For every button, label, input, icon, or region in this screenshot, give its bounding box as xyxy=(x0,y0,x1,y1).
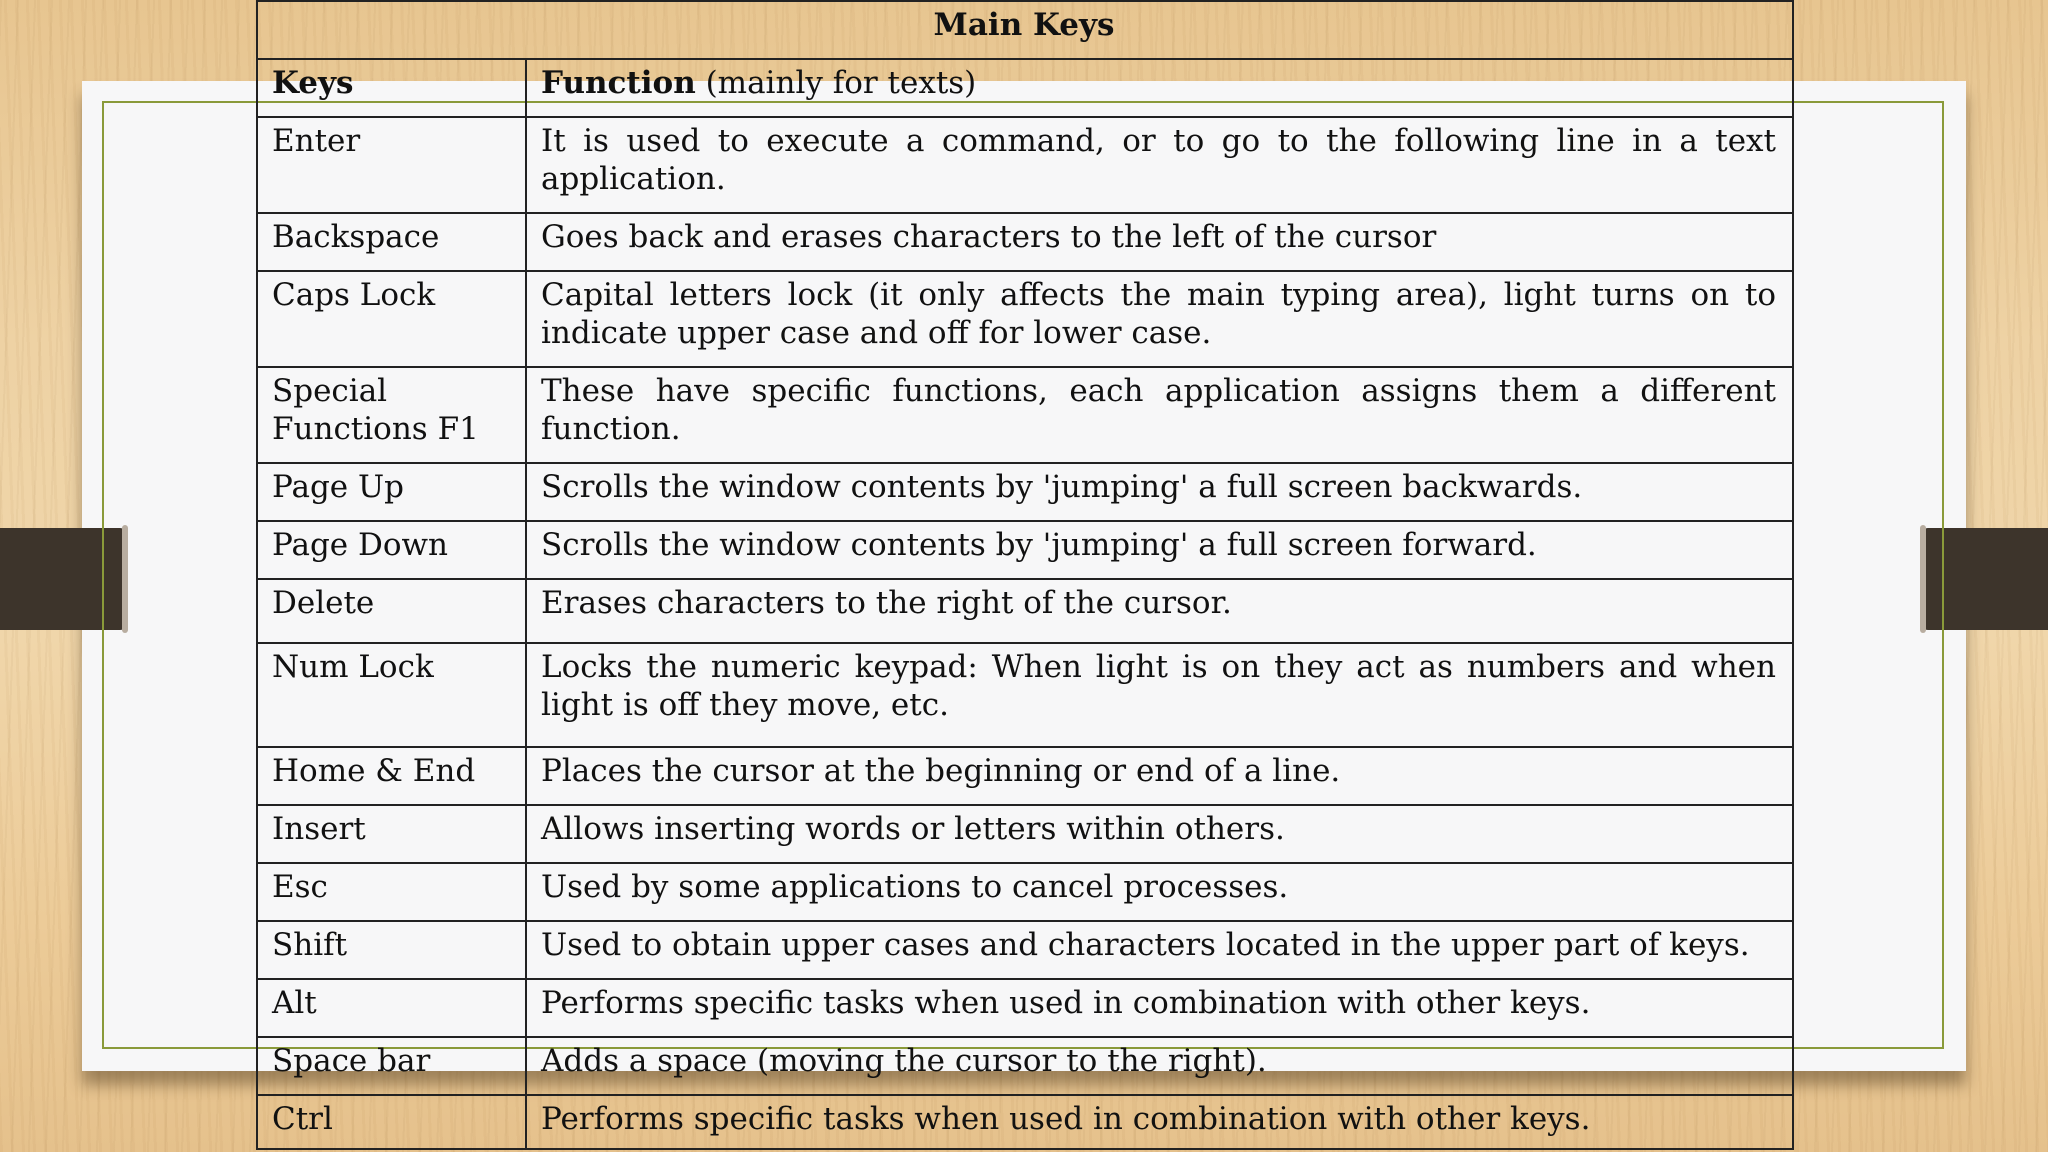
key-cell: Caps Lock xyxy=(257,271,526,367)
function-cell: Erases characters to the right of the cursor. xyxy=(526,579,1793,643)
header-keys xyxy=(257,59,526,117)
binder-clip-left xyxy=(0,528,126,630)
binder-clip-edge-right xyxy=(1920,525,1926,633)
table-row xyxy=(257,863,1793,921)
header-function-label: Function xyxy=(541,65,696,101)
table-row xyxy=(257,921,1793,979)
binder-clip-right xyxy=(1922,528,2048,630)
table-row xyxy=(257,1037,1793,1095)
table-row xyxy=(257,979,1793,1037)
header-keys-label: Keys xyxy=(272,65,354,101)
key-cell: Special Functions F1 xyxy=(257,367,526,463)
function-cell: Scrolls the window contents by 'jumping' a full screen backwards. xyxy=(526,463,1793,521)
function-cell: Capital letters lock (it only affects the main typing area), light turns on to indicate upper case and off for lower case. xyxy=(526,271,1793,367)
table-title-row xyxy=(257,1,1793,59)
function-cell: Performs specific tasks when used in combination with other keys. xyxy=(526,1095,1793,1149)
key-cell: Insert xyxy=(257,805,526,863)
function-cell: Locks the numeric keypad: When light is on they act as numbers and when light is off they move, etc. xyxy=(526,643,1793,747)
key-cell: Enter xyxy=(257,117,526,213)
key-cell: Num Lock xyxy=(257,643,526,747)
table-title: Main Keys xyxy=(257,1,1793,59)
key-cell: Esc xyxy=(257,863,526,921)
function-cell: Adds a space (moving the cursor to the right). xyxy=(526,1037,1793,1095)
function-cell: It is used to execute a command, or to go to the following line in a text application. xyxy=(526,117,1793,213)
key-cell: Ctrl xyxy=(257,1095,526,1149)
table-header-row xyxy=(257,59,1793,117)
table-row xyxy=(257,1095,1793,1149)
function-cell: Used by some applications to cancel processes. xyxy=(526,863,1793,921)
table-row xyxy=(257,271,1793,367)
table-row xyxy=(257,367,1793,463)
table-row xyxy=(257,213,1793,271)
key-cell: Home & End xyxy=(257,747,526,805)
binder-clip-edge-left xyxy=(122,525,128,633)
key-cell: Shift xyxy=(257,921,526,979)
key-cell: Alt xyxy=(257,979,526,1037)
table-row xyxy=(257,463,1793,521)
main-keys-table xyxy=(256,0,1794,1150)
function-cell: Scrolls the window contents by 'jumping' a full screen forward. xyxy=(526,521,1793,579)
header-function-note: (mainly for texts) xyxy=(695,65,977,101)
function-cell: Allows inserting words or letters within others. xyxy=(526,805,1793,863)
function-cell: Performs specific tasks when used in combination with other keys. xyxy=(526,979,1793,1037)
key-cell: Page Down xyxy=(257,521,526,579)
key-cell: Page Up xyxy=(257,463,526,521)
key-cell: Delete xyxy=(257,579,526,643)
function-cell: Goes back and erases characters to the left of the cursor xyxy=(526,213,1793,271)
header-function xyxy=(526,59,1793,117)
key-cell: Space bar xyxy=(257,1037,526,1095)
table-row xyxy=(257,117,1793,213)
table-row xyxy=(257,521,1793,579)
table-row xyxy=(257,747,1793,805)
function-cell: These have specific functions, each application assigns them a different function. xyxy=(526,367,1793,463)
key-cell: Backspace xyxy=(257,213,526,271)
table-row xyxy=(257,805,1793,863)
function-cell: Used to obtain upper cases and characters located in the upper part of keys. xyxy=(526,921,1793,979)
table-row xyxy=(257,579,1793,643)
table-row xyxy=(257,643,1793,747)
function-cell: Places the cursor at the beginning or end of a line. xyxy=(526,747,1793,805)
